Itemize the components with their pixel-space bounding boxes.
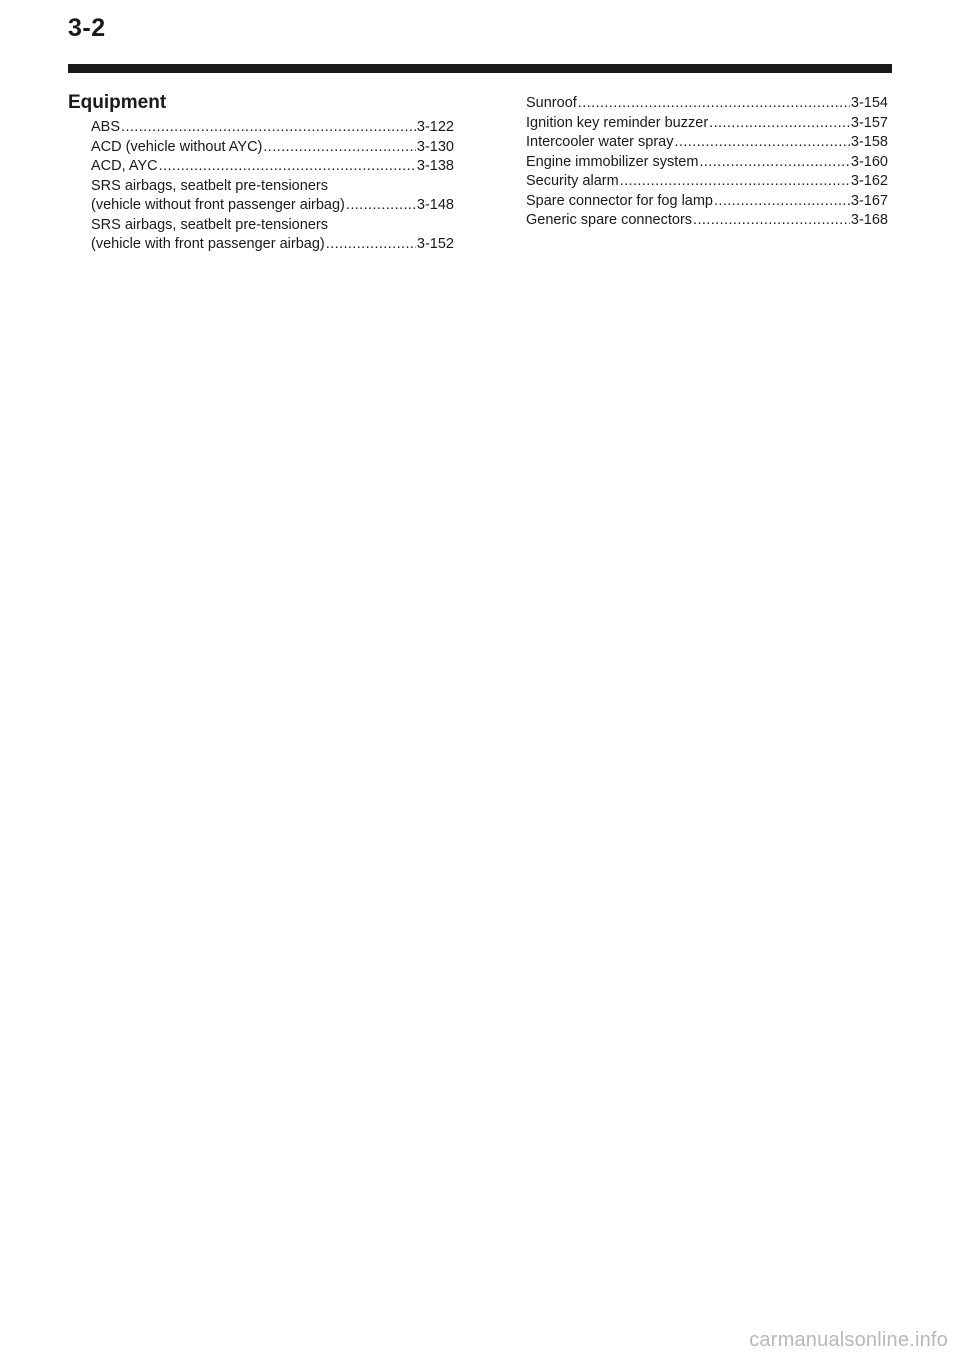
toc-entry-acd-without-ayc[interactable] <box>91 138 454 158</box>
dot-leader <box>709 114 850 134</box>
toc-entry-page: 3-167 <box>850 192 888 209</box>
toc-entry-heading-line: SRS airbags, seatbelt pre-tensioners <box>91 216 328 233</box>
toc-entry-text: (vehicle without front passenger airbag) <box>91 197 345 213</box>
toc-entry-page: 3-158 <box>850 134 888 150</box>
toc-entry-text: ABS <box>91 119 121 135</box>
toc-entry-text: (vehicle with front passenger airbag) <box>91 236 325 252</box>
toc-entry-text: Generic spare connectors <box>526 212 693 228</box>
dot-leader <box>346 196 416 216</box>
toc-entry-page: 3-154 <box>850 95 888 111</box>
toc-entry-spare-connector-fog-lamp[interactable] <box>526 192 888 212</box>
dot-leader <box>693 211 850 231</box>
dot-leader <box>714 192 850 212</box>
toc-entry-line <box>91 196 454 216</box>
dot-leader <box>263 138 416 158</box>
header-rule <box>68 64 892 73</box>
dot-leader <box>578 94 850 114</box>
toc-entry-acd-ayc[interactable] <box>91 157 454 177</box>
section-title: Equipment <box>68 92 167 113</box>
toc-entry-text: Sunroof <box>526 95 577 111</box>
dot-leader <box>121 118 416 138</box>
toc-entry-text: Spare connector for fog lamp <box>526 192 713 209</box>
page-number: 3-2 <box>68 14 106 42</box>
dot-leader <box>674 133 849 153</box>
toc-entry-security-alarm[interactable] <box>526 172 888 192</box>
toc-entry-page: 3-148 <box>416 197 454 213</box>
toc-entry-srs-with-passenger-airbag[interactable] <box>91 216 454 255</box>
toc-entry-text: Ignition key reminder buzzer <box>526 114 709 131</box>
toc-entry-page: 3-162 <box>850 173 888 189</box>
dot-leader <box>326 235 416 255</box>
toc-entry-srs-without-passenger-airbag[interactable] <box>91 177 454 216</box>
dot-leader <box>159 157 416 177</box>
toc-entry-ignition-key-reminder-buzzer[interactable] <box>526 114 888 134</box>
toc-entry-page: 3-152 <box>416 236 454 252</box>
toc-entry-text: Security alarm <box>526 173 619 189</box>
toc-column-right <box>526 94 888 231</box>
toc-entry-text: Intercooler water spray <box>526 134 674 150</box>
dot-leader <box>620 172 850 192</box>
toc-column-left <box>91 118 454 255</box>
toc-entry-page: 3-122 <box>416 119 454 135</box>
toc-entry-abs[interactable] <box>91 118 454 138</box>
toc-entry-page: 3-138 <box>416 158 454 174</box>
toc-entry-page: 3-130 <box>416 138 454 155</box>
toc-entry-intercooler-water-spray[interactable] <box>526 133 888 153</box>
watermark: carmanualsonline.info <box>749 1329 948 1351</box>
toc-entry-page: 3-168 <box>850 212 888 228</box>
toc-entry-generic-spare-connectors[interactable] <box>526 211 888 231</box>
toc-entry-sunroof[interactable] <box>526 94 888 114</box>
toc-entry-page: 3-160 <box>850 153 888 170</box>
toc-entry-page: 3-157 <box>850 114 888 131</box>
toc-entry-text: ACD, AYC <box>91 158 158 174</box>
toc-entry-engine-immobilizer-system[interactable] <box>526 153 888 173</box>
dot-leader <box>699 153 849 173</box>
toc-entry-line <box>91 235 454 255</box>
toc-entry-text: Engine immobilizer system <box>526 153 699 170</box>
toc-entry-heading-line: SRS airbags, seatbelt pre-tensioners <box>91 177 328 194</box>
toc-entry-text: ACD (vehicle without AYC) <box>91 138 263 155</box>
